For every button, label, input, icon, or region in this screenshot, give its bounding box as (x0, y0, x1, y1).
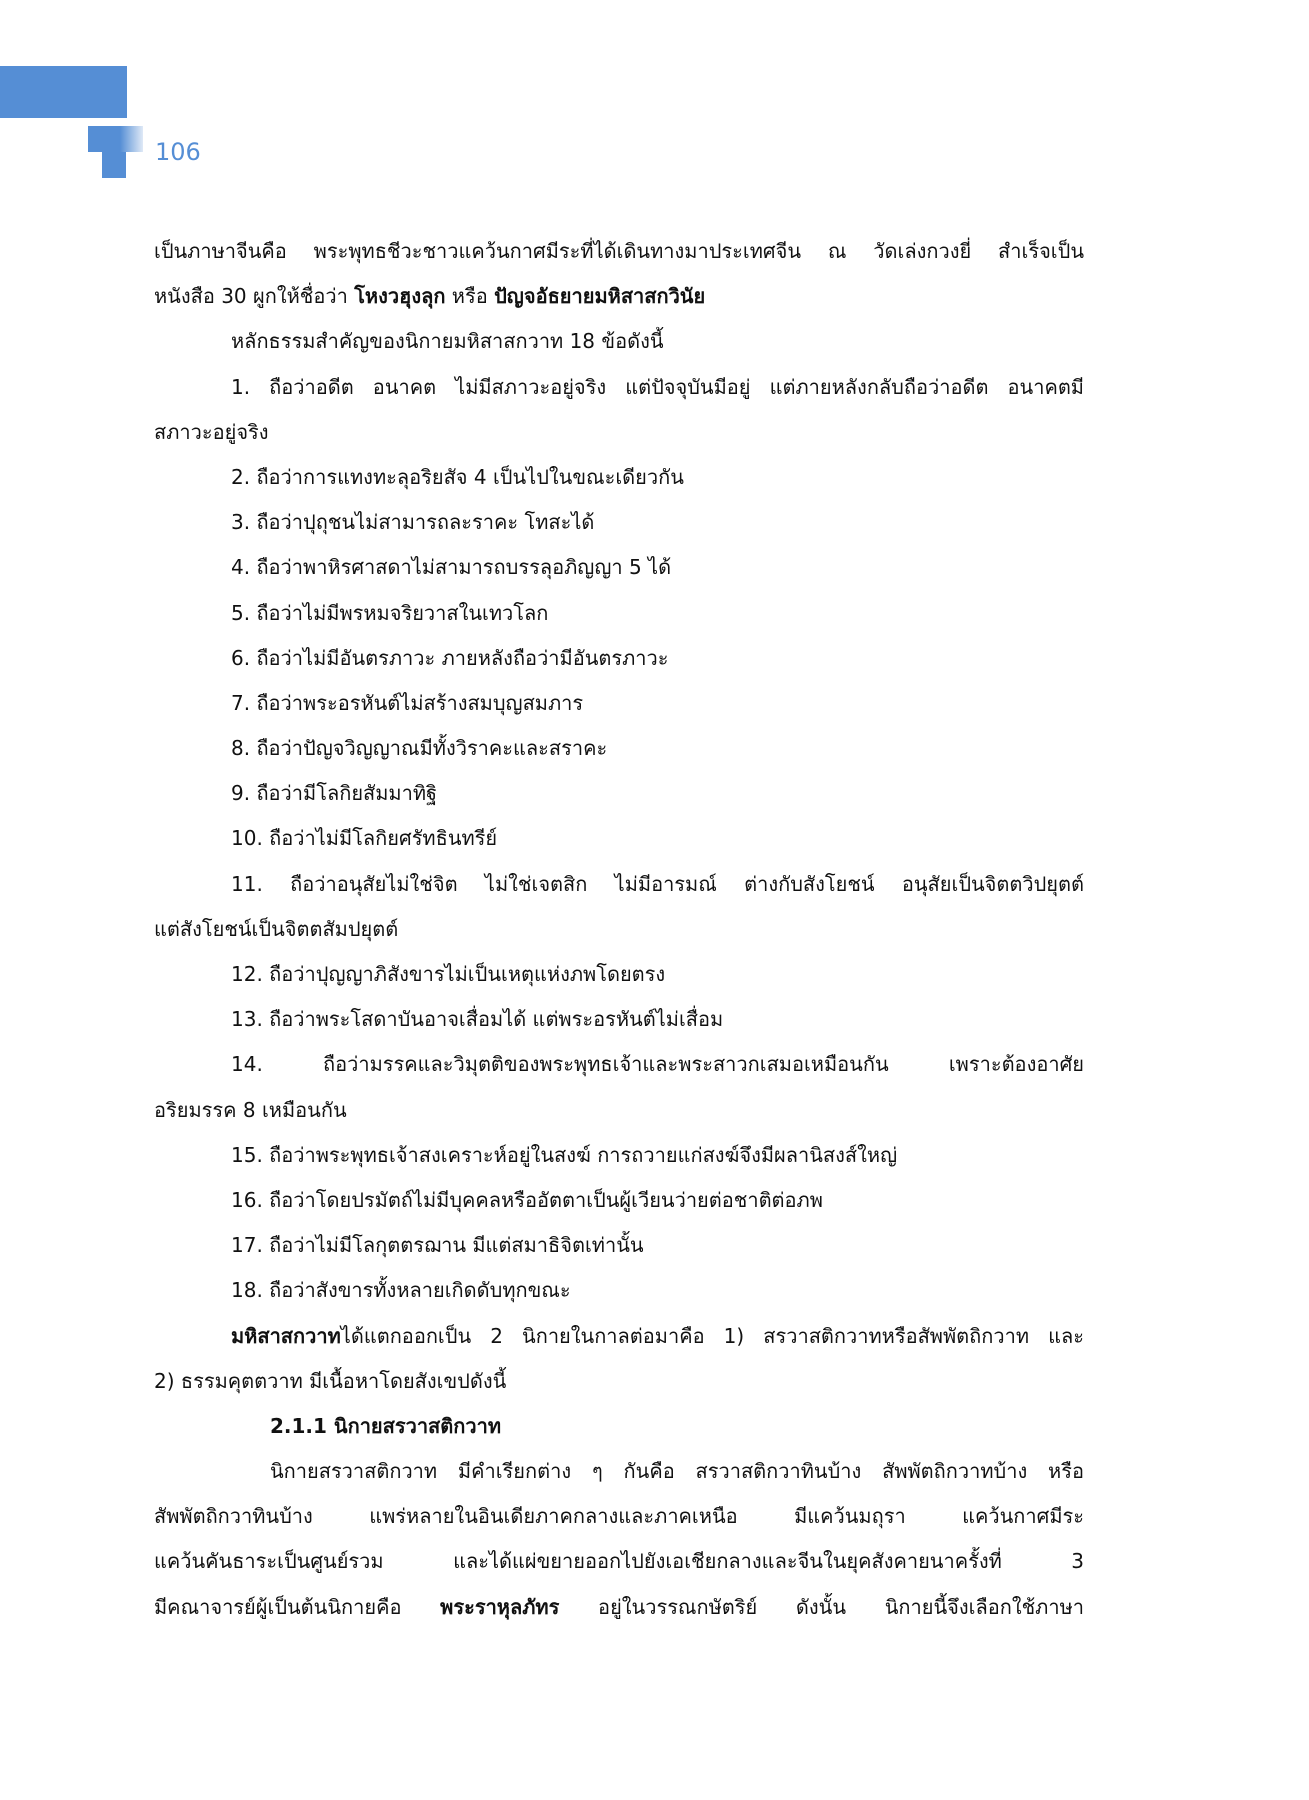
text-line (154, 1268, 1084, 1313)
text-segment: 18. ถือว่าสังขารทั้งหลายเกิดดับทุกขณะ (231, 1278, 571, 1303)
text-line (154, 771, 1084, 816)
text-segment: 5. ถือว่าไม่มีพรหมจริยวาสในเทวโลก (231, 600, 549, 625)
page-number: 106 (155, 138, 201, 166)
text-segment: 14. ถือว่ามรรคและวิมุตติของพระพุทธเจ้าและพระสาวกเสมอเหมือนกัน เพราะต้องอาศัย (231, 1052, 1084, 1077)
text-segment: 2) ธรรมคุตตวาท มีเนื้อหาโดยสังเขปดังนี้ (154, 1368, 507, 1393)
text-line (154, 1088, 1084, 1133)
bold-text: มหิสาสกวาท (231, 1323, 341, 1348)
text-line (154, 1539, 1084, 1584)
text-line (154, 862, 1084, 907)
text-segment: สภาวะอยู่จริง (154, 419, 269, 444)
text-segment: อยู่ในวรรณกษัตริย์ ดังนั้น นิกายนี้จึงเลือกใช้ภาษา (559, 1594, 1084, 1619)
logo-square-bottom (102, 150, 126, 178)
text-line (154, 500, 1084, 545)
text-segment: 10. ถือว่าไม่มีโลกิยศรัทธินทรีย์ (231, 826, 498, 851)
text-segment: 9. ถือว่ามีโลกิยสัมมาทิฐิ (231, 781, 438, 806)
text-line (154, 1223, 1084, 1268)
text-line (154, 952, 1084, 997)
text-line (154, 907, 1084, 952)
text-line (154, 410, 1084, 455)
text-segment: หลักธรรมสำคัญของนิกายมหิสาสกวาท 18 ข้อดังนี้ (231, 329, 664, 354)
text-line (154, 274, 1084, 319)
text-line (154, 997, 1084, 1042)
text-line (154, 1133, 1084, 1178)
text-segment: 6. ถือว่าไม่มีอันตรภาวะ ภายหลังถือว่ามีอันตรภาวะ (231, 645, 669, 670)
text-segment: 11. ถือว่าอนุสัยไม่ใช่จิต ไม่ใช่เจตสิก ไม่มีอารมณ์ ต่างกับสังโยชน์ อนุสัยเป็นจิตตวิปยุตต์ (231, 871, 1084, 896)
text-line (154, 636, 1084, 681)
text-segment: 3. ถือว่าปุถุชนไม่สามารถละราคะ โทสะได้ (231, 510, 595, 535)
text-segment: ได้แตกออกเป็น 2 นิกายในกาลต่อมาคือ 1) สรวาสติกวาทหรือสัพพัตถิกวาท และ (340, 1323, 1084, 1348)
bold-text: โหงวฮุงลุก (354, 284, 446, 309)
text-line (154, 1449, 1084, 1494)
text-segment: นิกายสรวาสติกวาท มีคำเรียกต่าง ๆ กันคือ สรวาสติกวาทินบ้าง สัพพัตถิกวาทบ้าง หรือ (270, 1459, 1084, 1484)
text-line (154, 1404, 1084, 1449)
text-segment: หรือ (445, 284, 495, 309)
text-segment: เป็นภาษาจีนคือ พระพุทธชีวะชาวแคว้นกาศมีระที่ได้เดินทางมาประเทศจีน ณ วัดเล่งกวงยี่ สำเร็จเป็น (154, 239, 1084, 263)
text-segment: หนังสือ 30 ผูกให้ชื่อว่า (154, 284, 355, 309)
text-segment: 13. ถือว่าพระโสดาบันอาจเสื่อมได้ แต่พระอรหันต์ไม่เสื่อม (231, 1007, 724, 1032)
text-segment: 12. ถือว่าปุญญาภิสังขารไม่เป็นเหตุแห่งภพโดยตรง (231, 962, 666, 986)
text-segment: สัพพัตถิกวาทินบ้าง แพร่หลายในอินเดียภาคกลางและภาคเหนือ มีแคว้นมถุรา แคว้นกาศมีระ (154, 1504, 1084, 1529)
text-line (154, 816, 1084, 861)
text-line (154, 1314, 1084, 1359)
bold-text: พระราหุลภัทร (440, 1594, 560, 1619)
text-segment: มีคณาจารย์ผู้เป็นต้นนิกายคือ (154, 1594, 441, 1619)
logo-gradient-square (120, 126, 143, 152)
logo-square-top (88, 126, 120, 152)
text-line (154, 1042, 1084, 1087)
text-segment: 16. ถือว่าโดยปรมัตถ์ไม่มีบุคคลหรืออัตตาเป็นผู้เวียนว่ายต่อชาติต่อภพ (231, 1187, 823, 1212)
text-line (154, 1359, 1084, 1404)
text-line (154, 1178, 1084, 1223)
text-line (154, 1585, 1084, 1630)
text-segment: 8. ถือว่าปัญจวิญญาณมีทั้งวิราคะและสราคะ (231, 736, 608, 761)
text-line (154, 455, 1084, 500)
text-segment: แคว้นคันธาระเป็นศูนย์รวม และได้แผ่ขยายออกไปยังเอเชียกลางและจีนในยุคสังคายนาครั้งที่ 3 (154, 1549, 1084, 1574)
text-line (154, 229, 1084, 274)
bold-text: 2.1.1 นิกายสรวาสติกวาท (270, 1413, 501, 1438)
text-line (154, 1494, 1084, 1539)
text-line (154, 319, 1084, 364)
text-segment: 17. ถือว่าไม่มีโลกุตตรฌาน มีแต่สมาธิจิตเท่านั้น (231, 1233, 644, 1258)
body-text (154, 229, 1084, 1630)
text-line (154, 681, 1084, 726)
text-segment: แต่สังโยชน์เป็นจิตตสัมปยุตต์ (154, 916, 399, 941)
bold-text: ปัญจอัธยายมหิสาสกวินัย (494, 284, 706, 309)
text-line (154, 726, 1084, 771)
text-segment: 2. ถือว่าการแทงทะลุอริยสัจ 4 เป็นไปในขณะเดียวกัน (231, 464, 684, 489)
text-line (154, 365, 1084, 410)
text-segment: 15. ถือว่าพระพุทธเจ้าสงเคราะห์อยู่ในสงฆ์ การถวายแก่สงฆ์จึงมีผลานิสงส์ใหญ่ (231, 1142, 898, 1167)
text-line (154, 591, 1084, 636)
text-line (154, 545, 1084, 590)
text-segment: 1. ถือว่าอดีต อนาคต ไม่มีสภาวะอยู่จริง แต่ปัจจุบันมีอยู่ แต่ภายหลังกลับถือว่าอดีต อนาคตมี (231, 374, 1084, 399)
text-segment: อริยมรรค 8 เหมือนกัน (154, 1097, 347, 1122)
header-color-block (0, 66, 127, 118)
text-segment: 7. ถือว่าพระอรหันต์ไม่สร้างสมบุญสมภาร (231, 690, 584, 715)
text-segment: 4. ถือว่าพาหิรศาสดาไม่สามารถบรรลุอภิญญา 5 ได้ (231, 555, 672, 580)
